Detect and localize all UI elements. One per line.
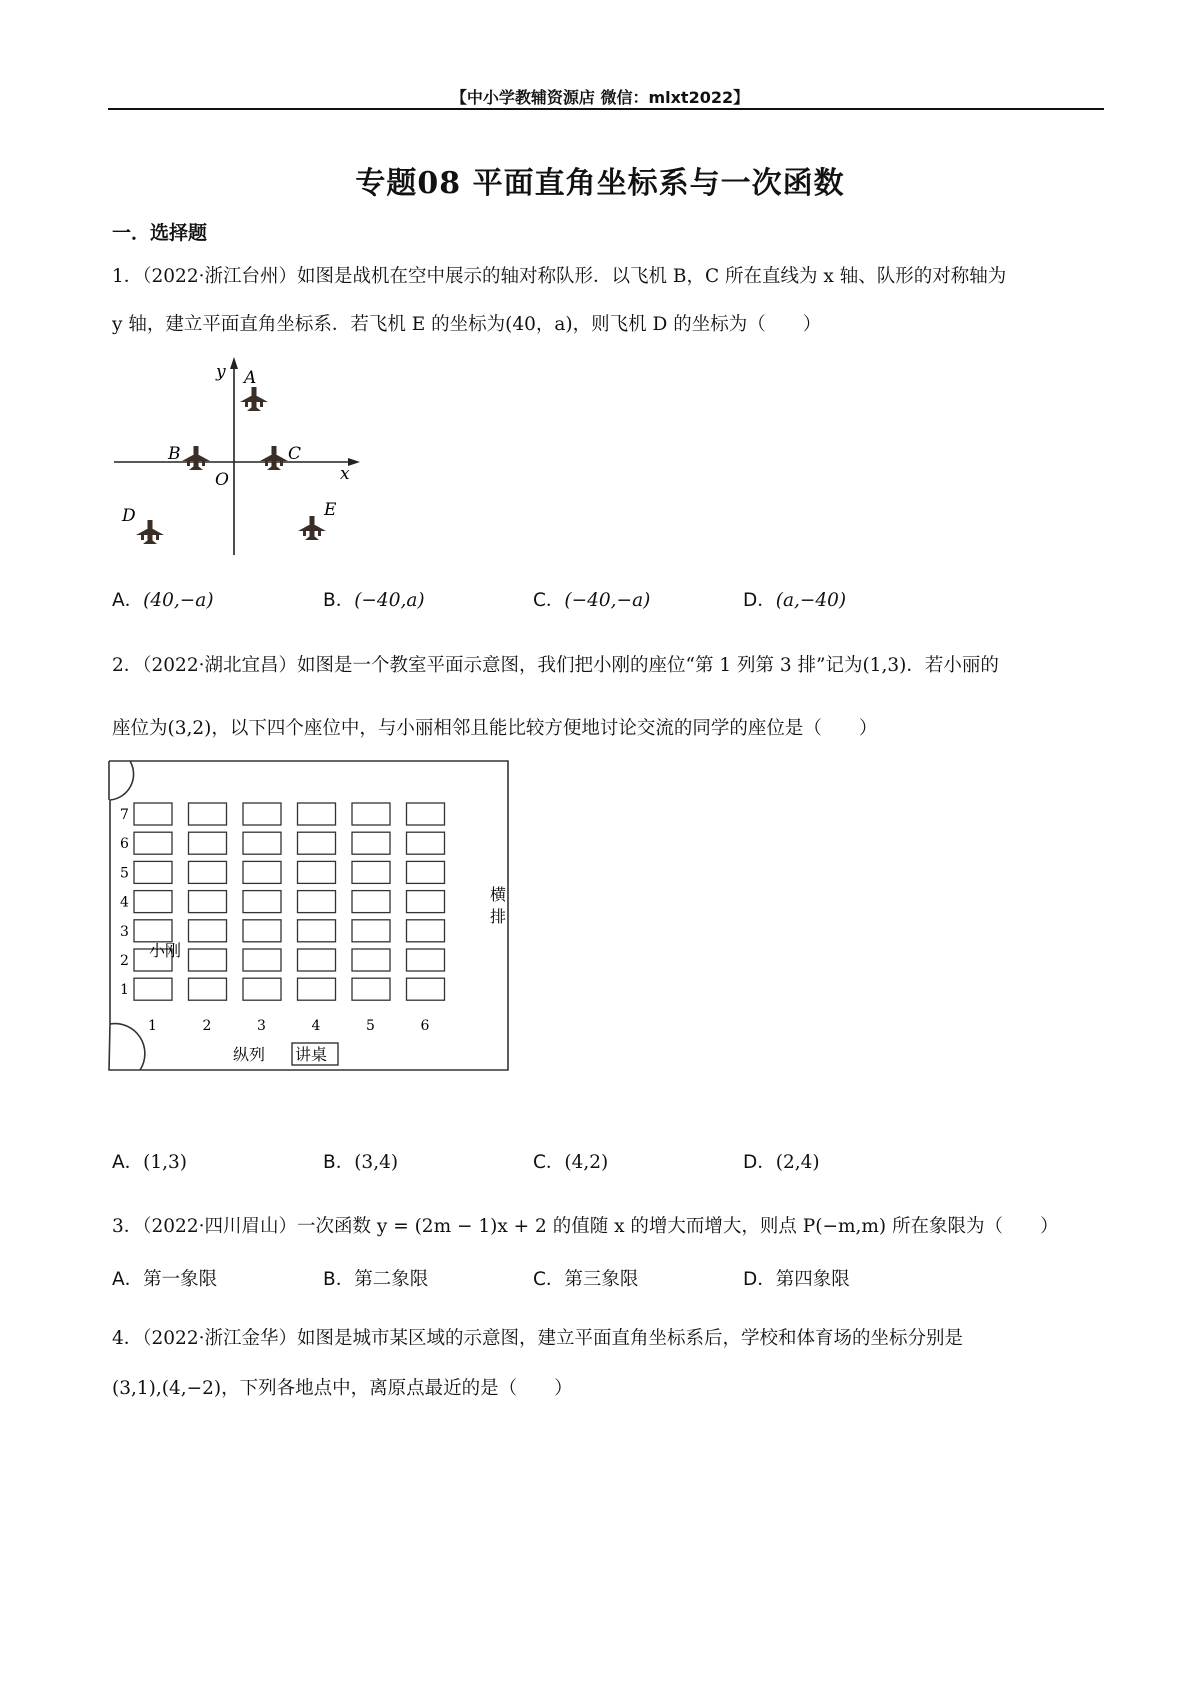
seat xyxy=(352,803,390,825)
column-number: 6 xyxy=(420,1018,430,1034)
q2-line2: 座位为(3,2)，以下四个座位中，与小丽相邻且能比较方便地讨论交流的同学的座位是（ ） xyxy=(112,718,878,739)
seat xyxy=(298,832,336,854)
seat xyxy=(134,920,172,942)
seat xyxy=(407,803,445,825)
plane-e xyxy=(298,516,326,540)
seat xyxy=(243,978,281,1000)
section-heading: 一．选择题 xyxy=(112,222,208,244)
q2-option-d[interactable]: D．(2,4) xyxy=(743,1152,820,1173)
row-number: 5 xyxy=(120,865,129,882)
column-number: 2 xyxy=(202,1018,212,1034)
row-number: 7 xyxy=(120,807,129,823)
seat xyxy=(298,803,336,825)
q2-option-a[interactable]: A．(1,3) xyxy=(112,1152,188,1173)
label-a: A xyxy=(244,368,257,388)
y-axis-label: y xyxy=(216,362,226,382)
label-d: D xyxy=(122,506,136,526)
seat xyxy=(407,832,445,854)
seat xyxy=(298,891,336,913)
label-e: E xyxy=(324,500,337,520)
q4-line2: (3,1),(4,−2)，下列各地点中，离原点最近的是（ ） xyxy=(112,1378,573,1399)
seat xyxy=(407,949,445,971)
marked-seat-label: 小刚 xyxy=(149,941,182,960)
plane-a xyxy=(240,387,268,411)
q1-figure xyxy=(108,355,368,565)
q1-option-c[interactable]: C．(−40,−a) xyxy=(533,590,651,611)
seat xyxy=(189,891,227,913)
seat xyxy=(189,803,227,825)
column-number: 3 xyxy=(257,1018,266,1034)
origin-label: O xyxy=(215,470,229,490)
q2-figure xyxy=(108,760,518,1080)
teacher-desk-label: 讲桌 xyxy=(295,1045,328,1064)
page-header: 【中小学教辅资源店 微信：mlxt2022】 xyxy=(450,88,750,107)
seat xyxy=(134,803,172,825)
q1-option-b[interactable]: B．(−40,a) xyxy=(323,590,425,611)
seat xyxy=(407,920,445,942)
row-label-1: 横 xyxy=(490,885,507,904)
column-number: 1 xyxy=(148,1018,157,1034)
page-title: 专题08 平面直角坐标系与一次函数 xyxy=(355,166,845,201)
q2-line1: 2．（2022·湖北宜昌）如图是一个教室平面示意图，我们把小刚的座位“第 1 列第 3 排”记为(1,3)．若小丽的 xyxy=(112,655,999,676)
row-number: 1 xyxy=(120,982,129,999)
seat xyxy=(243,861,281,883)
row-number: 2 xyxy=(120,953,129,969)
seat xyxy=(189,978,227,1000)
plane-d xyxy=(136,520,164,544)
seat xyxy=(352,920,390,942)
seat xyxy=(407,861,445,883)
row-number: 4 xyxy=(120,894,129,911)
seat xyxy=(298,920,336,942)
classroom-outline xyxy=(109,761,508,1070)
q1-line2: y 轴，建立平面直角坐标系．若飞机 E 的坐标为(40，a)，则飞机 D 的坐标为（ ） xyxy=(112,314,822,335)
seat xyxy=(298,978,336,1000)
seat xyxy=(189,832,227,854)
seat xyxy=(243,803,281,825)
q4-line1: 4．（2022·浙江金华）如图是城市某区域的示意图，建立平面直角坐标系后，学校和体育场的坐标分别是 xyxy=(112,1328,963,1349)
q2-option-c[interactable]: C．(4,2) xyxy=(533,1152,609,1173)
seat xyxy=(189,920,227,942)
label-b: B xyxy=(168,444,181,464)
q1-option-d[interactable]: D．(a,−40) xyxy=(743,590,847,611)
seat xyxy=(352,949,390,971)
seat xyxy=(352,978,390,1000)
label-c: C xyxy=(288,444,302,464)
seat xyxy=(407,891,445,913)
seat xyxy=(134,891,172,913)
q3-option-b[interactable]: B．第二象限 xyxy=(323,1269,429,1290)
seat xyxy=(243,949,281,971)
q3-line1: 3．（2022·四川眉山）一次函数 y = (2m − 1)x + 2 的值随 x 的增大而增大，则点 P(−m,m) 所在象限为（ ） xyxy=(112,1216,1059,1237)
q3-option-a[interactable]: A．第一象限 xyxy=(112,1269,218,1290)
x-axis-label: x xyxy=(340,464,350,484)
row-number: 3 xyxy=(120,923,129,940)
seat xyxy=(189,949,227,971)
header-rule xyxy=(108,108,1104,110)
seat xyxy=(134,978,172,1000)
q3-option-c[interactable]: C．第三象限 xyxy=(533,1269,639,1290)
seat xyxy=(243,832,281,854)
seat xyxy=(298,861,336,883)
seat xyxy=(134,832,172,854)
column-label: 纵列 xyxy=(233,1045,266,1064)
plane-b xyxy=(182,446,210,470)
row-label-2: 排 xyxy=(490,907,507,926)
seat xyxy=(243,920,281,942)
column-number: 5 xyxy=(366,1018,375,1034)
seat xyxy=(352,861,390,883)
column-number: 4 xyxy=(311,1018,321,1034)
plane-c xyxy=(260,446,288,470)
row-number: 6 xyxy=(120,836,129,853)
seat xyxy=(298,949,336,971)
seat xyxy=(243,891,281,913)
seat xyxy=(134,861,172,883)
seat xyxy=(189,861,227,883)
seat xyxy=(407,978,445,1000)
q1-option-a[interactable]: A．(40,−a) xyxy=(112,590,214,611)
q3-option-d[interactable]: D．第四象限 xyxy=(743,1269,850,1290)
q2-option-b[interactable]: B．(3,4) xyxy=(323,1152,399,1173)
seat xyxy=(352,832,390,854)
q1-line1: 1．（2022·浙江台州）如图是战机在空中展示的轴对称队形．以飞机 B，C 所在直线为 x 轴、队形的对称轴为 xyxy=(112,266,1007,287)
seat xyxy=(352,891,390,913)
